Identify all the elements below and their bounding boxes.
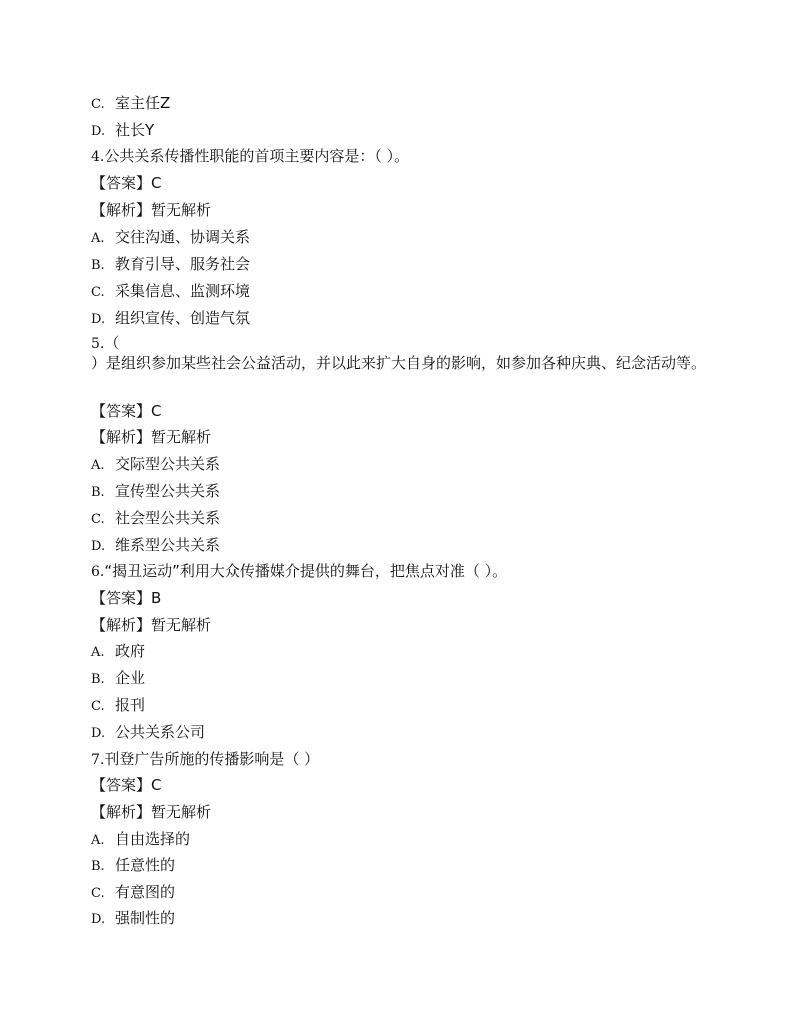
option-line [91, 121, 711, 141]
option-text: 政府 [115, 642, 146, 660]
option-line [91, 669, 711, 689]
option-text: 自由选择的 [115, 830, 191, 848]
option-line [91, 830, 711, 850]
option-line [91, 282, 711, 302]
option-text: 社长Y [115, 121, 155, 139]
option-text: 交往沟通、协调关系 [115, 228, 251, 246]
option-letter: B. [91, 859, 105, 874]
option-letter: C. [91, 886, 105, 901]
question-number: 4. [91, 149, 105, 165]
option-line [91, 856, 711, 876]
option-line [91, 482, 711, 502]
question-line [91, 147, 711, 166]
option-text: 公共关系公司 [115, 723, 206, 741]
option-line [91, 723, 711, 743]
option-text: 强制性的 [115, 909, 176, 927]
option-letter: C. [91, 285, 105, 300]
option-text: 组织宣传、创造气氛 [115, 309, 251, 327]
answer-line: 【答案】C [91, 402, 162, 420]
option-text: 社会型公共关系 [115, 509, 221, 527]
analysis-line: 【解析】暂无解析 [91, 803, 212, 821]
question-number: 6. [91, 564, 105, 580]
option-letter: D. [91, 124, 106, 139]
answer-line: 【答案】C [91, 776, 162, 794]
option-letter: C. [91, 512, 105, 527]
option-line [91, 509, 711, 529]
question-text: 刊登广告所施的传播影响是（ ） [104, 750, 320, 768]
option-letter: B. [91, 258, 105, 273]
option-text: 报刊 [115, 696, 146, 714]
answer-line: 【答案】B [91, 589, 162, 607]
option-letter: C. [91, 699, 105, 714]
question-line [91, 334, 711, 353]
option-line [91, 642, 711, 662]
option-letter: D. [91, 912, 106, 927]
option-line [91, 909, 711, 929]
option-text: 宣传型公共关系 [115, 482, 221, 500]
option-letter: D. [91, 312, 106, 327]
option-line [91, 309, 711, 329]
option-text: 教育引导、服务社会 [115, 255, 251, 273]
option-text: 有意图的 [115, 883, 176, 901]
question-text: 公共关系传播性职能的首项主要内容是：（ ）。 [104, 147, 410, 165]
option-text: 任意性的 [115, 856, 176, 874]
option-letter: A. [91, 833, 105, 848]
option-line [91, 94, 711, 114]
option-line [91, 228, 711, 248]
option-letter: D. [91, 726, 106, 741]
analysis-line: 【解析】暂无解析 [91, 616, 212, 634]
analysis-line: 【解析】暂无解析 [91, 201, 212, 219]
option-line [91, 255, 711, 275]
question-text: （ [104, 334, 120, 352]
answer-line: 【答案】C [91, 174, 162, 192]
option-letter: A. [91, 458, 105, 473]
option-letter: C. [91, 97, 105, 112]
question-line [91, 750, 711, 769]
option-line [91, 883, 711, 903]
option-letter: B. [91, 672, 105, 687]
question-number: 5. [91, 336, 105, 352]
option-text: 维系型公共关系 [115, 536, 221, 554]
option-letter: B. [91, 485, 105, 500]
question-number: 7. [91, 752, 105, 768]
option-text: 企业 [115, 669, 146, 687]
option-line [91, 455, 711, 475]
option-text: 室主任Z [115, 94, 171, 112]
option-letter: A. [91, 231, 105, 246]
option-letter: D. [91, 539, 106, 554]
question-continuation: ）是组织参加某些社会公益活动，并以此来扩大自身的影响，如参加各种庆典、纪念活动等。 [91, 354, 707, 372]
question-line [91, 562, 711, 581]
option-text: 采集信息、监测环境 [115, 282, 251, 300]
option-line [91, 536, 711, 556]
option-text: 交际型公共关系 [115, 455, 221, 473]
question-text: “揭丑运动”利用大众传播媒介提供的舞台，把焦点对准（ ）。 [104, 562, 508, 580]
analysis-line: 【解析】暂无解析 [91, 428, 212, 446]
option-line [91, 696, 711, 716]
option-letter: A. [91, 645, 105, 660]
